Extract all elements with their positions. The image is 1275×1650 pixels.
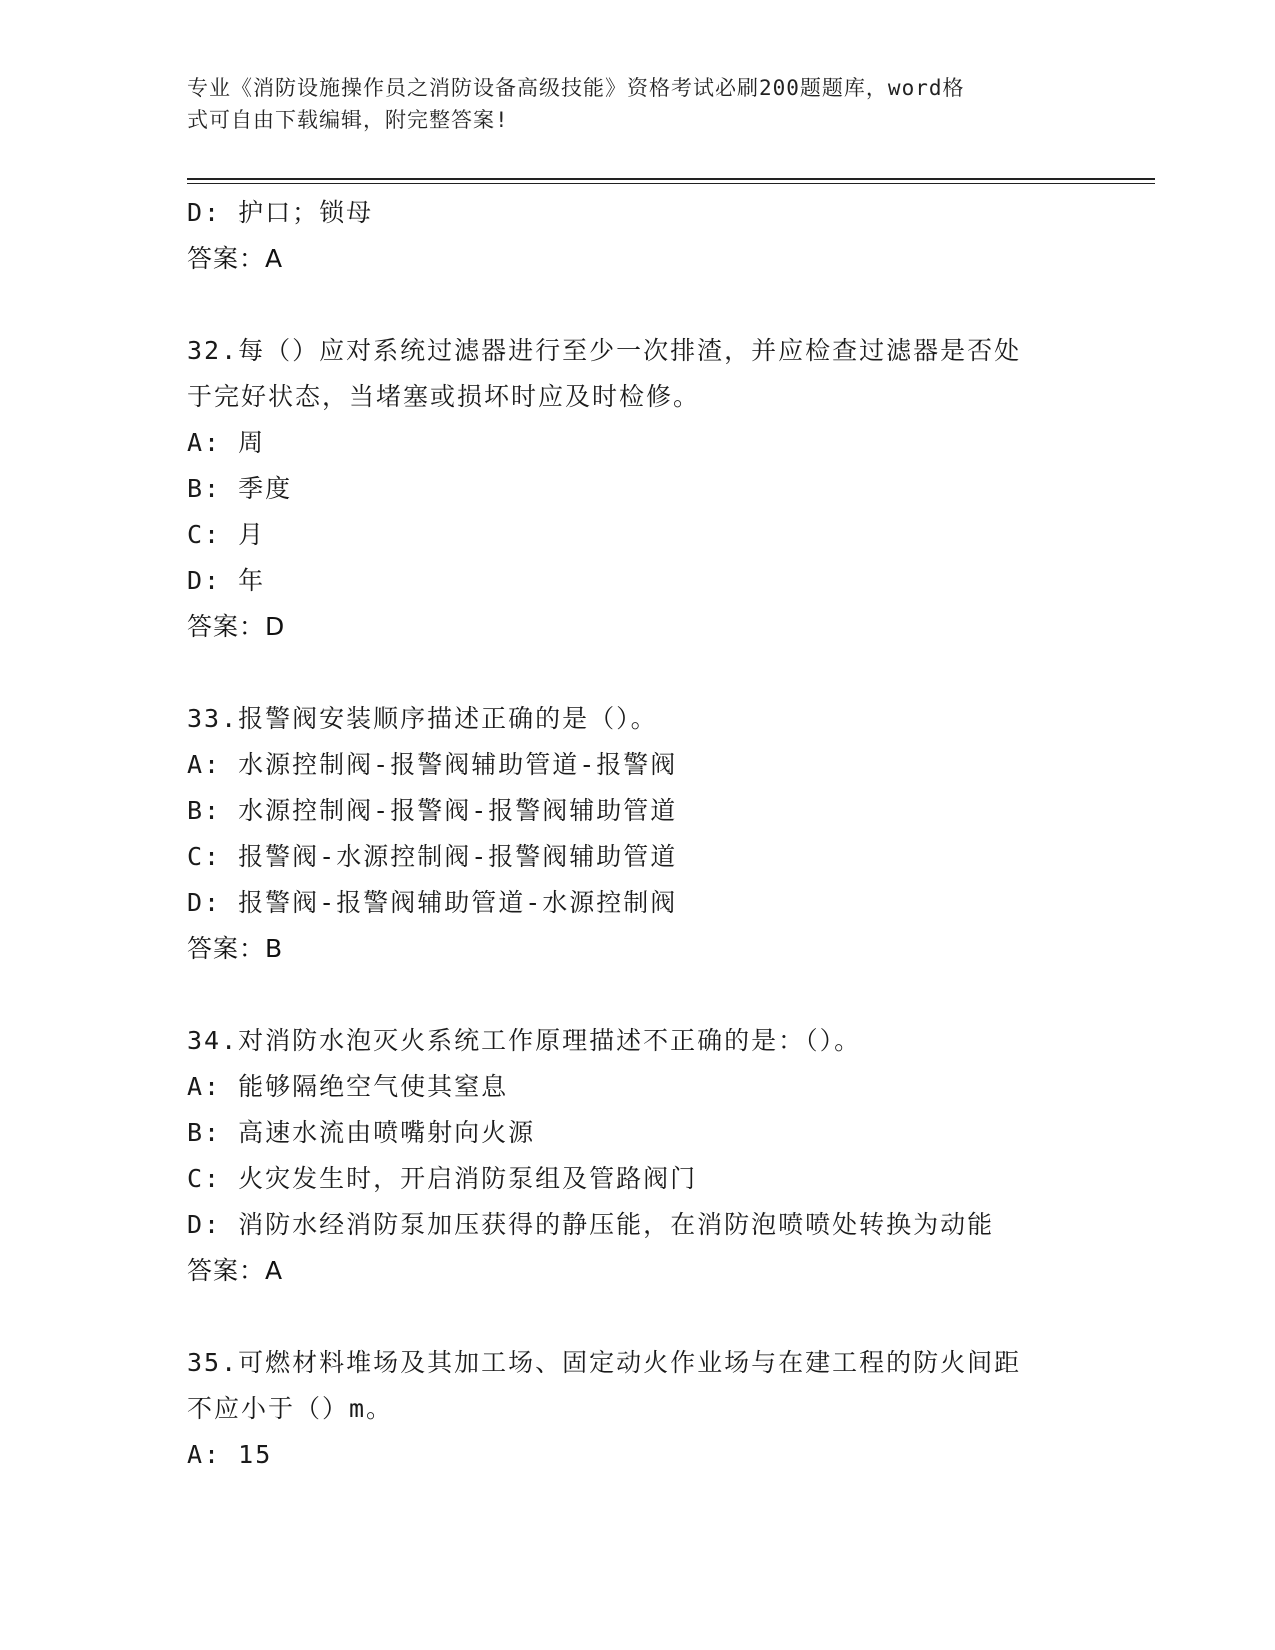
option-c: C: 火灾发生时，开启消防泵组及管路阀门	[187, 1164, 698, 1193]
option-a: A: 15	[187, 1440, 273, 1469]
document-page	[187, 0, 1147, 1650]
question-block	[187, 1018, 1087, 1294]
document-body	[187, 190, 1087, 1478]
question-block	[187, 696, 1087, 972]
question-stem: 不应小于（）m。	[187, 1394, 394, 1423]
header-rule-thin	[187, 183, 1155, 184]
spacer	[187, 1294, 1087, 1340]
question-stem: 35.可燃材料堆场及其加工场、固定动火作业场与在建工程的防火间距	[187, 1348, 1022, 1377]
question-stem: 33.报警阀安装顺序描述正确的是（）。	[187, 704, 658, 733]
option-a: A: 水源控制阀-报警阀辅助管道-报警阀	[187, 750, 678, 779]
option-c: C: 月	[187, 520, 266, 549]
option-d: D: 消防水经消防泵加压获得的静压能，在消防泡喷喷处转换为动能	[187, 1210, 995, 1239]
option-b: B: 水源控制阀-报警阀-报警阀辅助管道	[187, 796, 678, 825]
header-line-1: 专业《消防设施操作员之消防设备高级技能》资格考试必刷200题题库，word格	[187, 76, 965, 100]
question-block	[187, 1340, 1087, 1478]
prev-option-d: D: 护口；锁母	[187, 198, 374, 227]
option-d: D: 报警阀-报警阀辅助管道-水源控制阀	[187, 888, 678, 917]
answer: 答案：D	[187, 612, 286, 641]
option-c: C: 报警阀-水源控制阀-报警阀辅助管道	[187, 842, 678, 871]
question-stem: 32.每（）应对系统过滤器进行至少一次排渣，并应检查过滤器是否处	[187, 336, 1022, 365]
answer: 答案：A	[187, 1256, 284, 1285]
option-d: D: 年	[187, 566, 266, 595]
spacer	[187, 972, 1087, 1018]
question-stem: 34.对消防水泡灭火系统工作原理描述不正确的是：（）。	[187, 1026, 862, 1055]
option-b: B: 高速水流由喷嘴射向火源	[187, 1118, 536, 1147]
spacer	[187, 650, 1087, 696]
question-stem: 于完好状态，当堵塞或损坏时应及时检修。	[187, 382, 701, 411]
spacer	[187, 282, 1087, 328]
answer: 答案：B	[187, 934, 284, 963]
option-b: B: 季度	[187, 474, 293, 503]
document-header	[187, 72, 1067, 136]
option-a: A: 周	[187, 428, 266, 457]
header-line-2: 式可自由下载编辑，附完整答案!	[187, 108, 509, 132]
option-a: A: 能够隔绝空气使其窒息	[187, 1072, 509, 1101]
question-block	[187, 328, 1087, 650]
prev-answer: 答案：A	[187, 244, 284, 273]
header-rule-thick	[187, 178, 1155, 180]
